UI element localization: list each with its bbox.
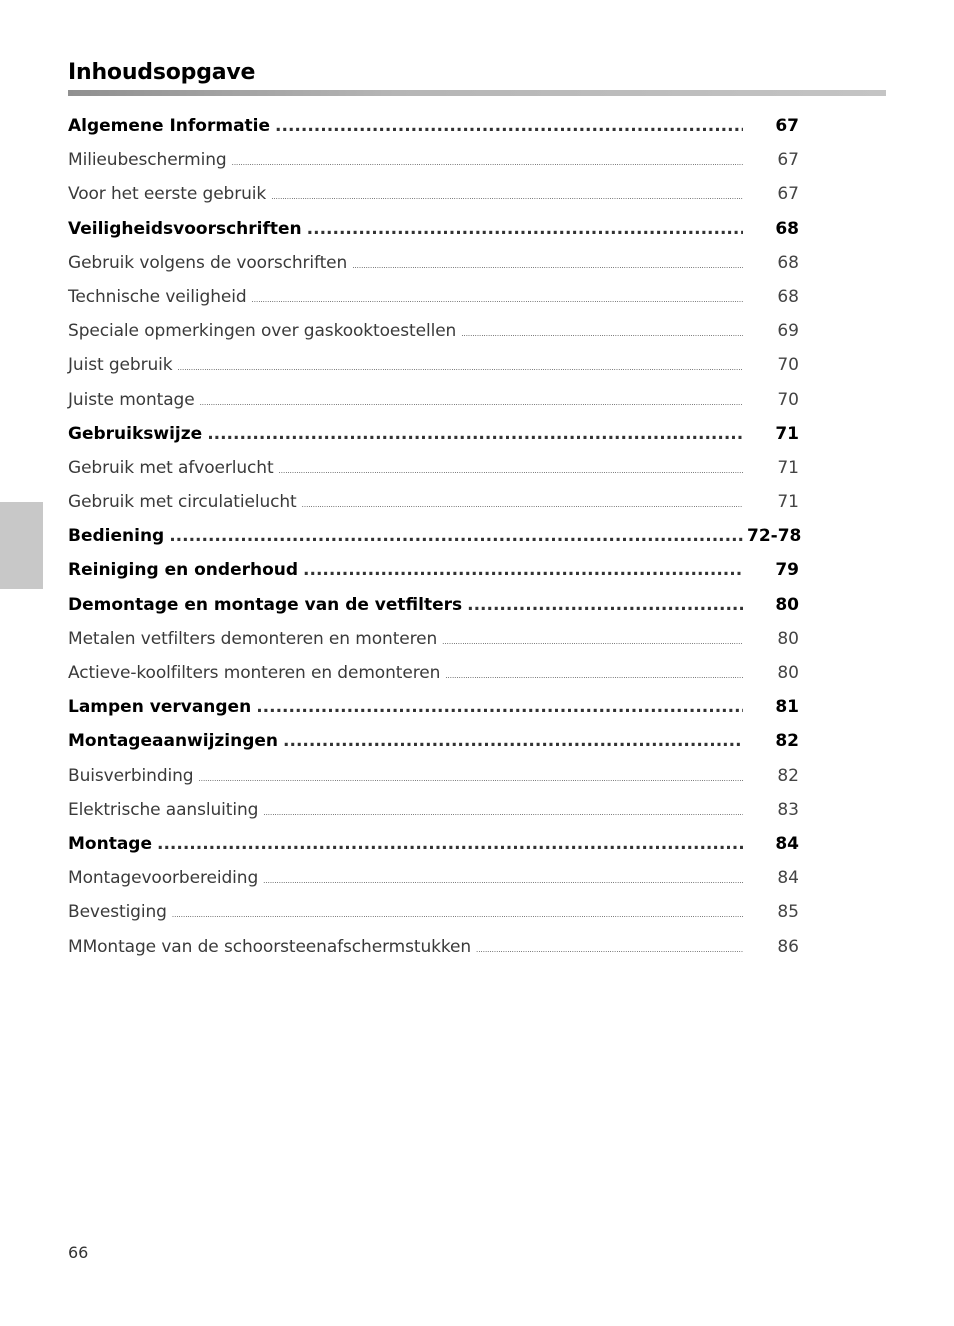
toc-entry-label: Milieubescherming <box>68 150 227 171</box>
dot-leader <box>352 262 743 270</box>
toc-entry-page: 85 <box>777 902 799 923</box>
toc-entry-label: Juiste montage <box>68 389 195 410</box>
toc-entry-page: 79 <box>775 560 799 581</box>
dot-leader <box>200 399 743 407</box>
toc-entry-page: 81 <box>775 697 799 718</box>
dot-leader <box>302 501 743 509</box>
toc-entry-label: Montageaanwijzingen <box>68 731 279 752</box>
dot-leader <box>263 809 743 817</box>
toc-entry-label: MMontage van de schoorsteenafschermstukken <box>68 936 472 957</box>
toc-entry-page: 80 <box>775 594 799 615</box>
toc-subsection-entry <box>68 868 799 902</box>
toc-subsection-entry <box>68 150 799 184</box>
toc-entry-label: Actieve-koolfilters monteren en demonteren <box>68 663 441 683</box>
toc-entry-label: Gebruik volgens de voorschriften <box>68 252 348 273</box>
table-of-contents <box>68 116 802 971</box>
dot-leader <box>207 424 743 444</box>
toc-entry-page: 67 <box>777 150 799 171</box>
toc-subsection-entry <box>68 800 799 834</box>
toc-entry-label: Speciale opmerkingen over gaskooktoestellen <box>68 321 457 342</box>
toc-entry-label: Demontage en montage van de vetfilters <box>68 594 463 615</box>
dot-leader <box>172 911 743 919</box>
dot-leader <box>256 697 743 717</box>
toc-entry-label: Montagevoorbereiding <box>68 868 259 889</box>
dot-leader <box>445 672 743 680</box>
toc-entry-page: 70 <box>777 389 799 410</box>
toc-entry-page: 80 <box>777 628 799 649</box>
toc-entry-page: 68 <box>775 218 799 239</box>
dot-leader <box>476 946 743 954</box>
dot-leader <box>303 560 743 580</box>
toc-entry-label: Juist gebruik <box>68 355 173 376</box>
toc-section-entry <box>68 697 799 731</box>
toc-entry-page: 84 <box>775 833 799 854</box>
side-tab-marker <box>0 502 43 589</box>
toc-entry-label: Buisverbinding <box>68 765 194 786</box>
dot-leader <box>157 834 743 854</box>
toc-subsection-entry <box>68 253 799 287</box>
toc-subsection-entry <box>68 937 799 971</box>
toc-entry-page: 67 <box>775 116 799 136</box>
toc-entry-label: Bevestiging <box>68 902 167 923</box>
toc-entry-page: 72-78 <box>747 526 802 547</box>
toc-entry-page: 83 <box>777 799 799 820</box>
toc-subsection-entry <box>68 663 799 697</box>
toc-entry-page: 71 <box>775 423 799 444</box>
toc-entry-page: 67 <box>777 184 799 205</box>
dot-leader <box>275 116 743 136</box>
toc-section-entry <box>68 731 799 765</box>
toc-subsection-entry <box>68 184 799 218</box>
dot-leader <box>232 159 743 167</box>
toc-entry-label: Bediening <box>68 526 165 547</box>
toc-entry-label: Gebruik met circulatielucht <box>68 492 297 513</box>
toc-subsection-entry <box>68 458 799 492</box>
page-title: Inhoudsopgave <box>68 60 256 85</box>
toc-subsection-entry <box>68 766 799 800</box>
toc-subsection-entry <box>68 355 799 389</box>
title-underline <box>68 90 886 96</box>
dot-leader <box>283 731 743 751</box>
toc-subsection-entry <box>68 287 799 321</box>
toc-entry-page: 84 <box>777 868 799 889</box>
dot-leader <box>307 219 743 239</box>
toc-section-entry <box>68 595 799 629</box>
toc-entry-label: Voor het eerste gebruik <box>68 184 267 205</box>
toc-entry-page: 82 <box>775 731 799 752</box>
toc-entry-label: Technische veiligheid <box>68 286 247 307</box>
toc-entry-page: 71 <box>777 457 799 478</box>
dot-leader <box>178 364 743 372</box>
toc-entry-page: 70 <box>777 355 799 376</box>
toc-subsection-entry <box>68 902 799 936</box>
toc-entry-label: Gebruikswijze <box>68 423 203 444</box>
dot-leader <box>279 467 743 475</box>
toc-subsection-entry <box>68 629 799 663</box>
toc-subsection-entry <box>68 390 799 424</box>
dot-leader <box>461 330 743 338</box>
dot-leader <box>467 595 743 615</box>
toc-entry-page: 82 <box>777 765 799 786</box>
toc-entry-label: Veiligheidsvoorschriften <box>68 218 302 239</box>
toc-section-entry <box>68 834 799 868</box>
toc-subsection-entry <box>68 492 799 526</box>
toc-entry-page: 68 <box>777 252 799 273</box>
toc-entry-label: Lampen vervangen <box>68 697 252 718</box>
toc-entry-page: 71 <box>777 492 799 513</box>
toc-entry-page: 86 <box>777 936 799 957</box>
toc-entry-label: Elektrische aansluiting <box>68 799 259 820</box>
toc-entry-page: 68 <box>777 286 799 307</box>
toc-section-entry <box>68 219 799 253</box>
toc-section-entry <box>68 526 802 560</box>
toc-section-entry <box>68 424 799 458</box>
page-number: 66 <box>68 1243 89 1262</box>
dot-leader <box>252 296 743 304</box>
toc-entry-page: 69 <box>777 321 799 342</box>
toc-entry-page: 80 <box>777 663 799 683</box>
toc-section-entry <box>68 560 799 594</box>
toc-subsection-entry <box>68 321 799 355</box>
dot-leader <box>271 193 743 201</box>
dot-leader <box>169 526 743 546</box>
dot-leader <box>442 638 743 646</box>
toc-entry-label: Reiniging en onderhoud <box>68 560 299 581</box>
toc-entry-label: Metalen vetfilters demonteren en monteren <box>68 628 438 649</box>
toc-entry-label: Algemene Informatie <box>68 116 271 136</box>
dot-leader <box>263 877 743 885</box>
toc-entry-label: Montage <box>68 833 152 854</box>
toc-section-entry <box>68 116 799 150</box>
dot-leader <box>199 775 744 783</box>
toc-entry-label: Gebruik met afvoerlucht <box>68 457 274 478</box>
